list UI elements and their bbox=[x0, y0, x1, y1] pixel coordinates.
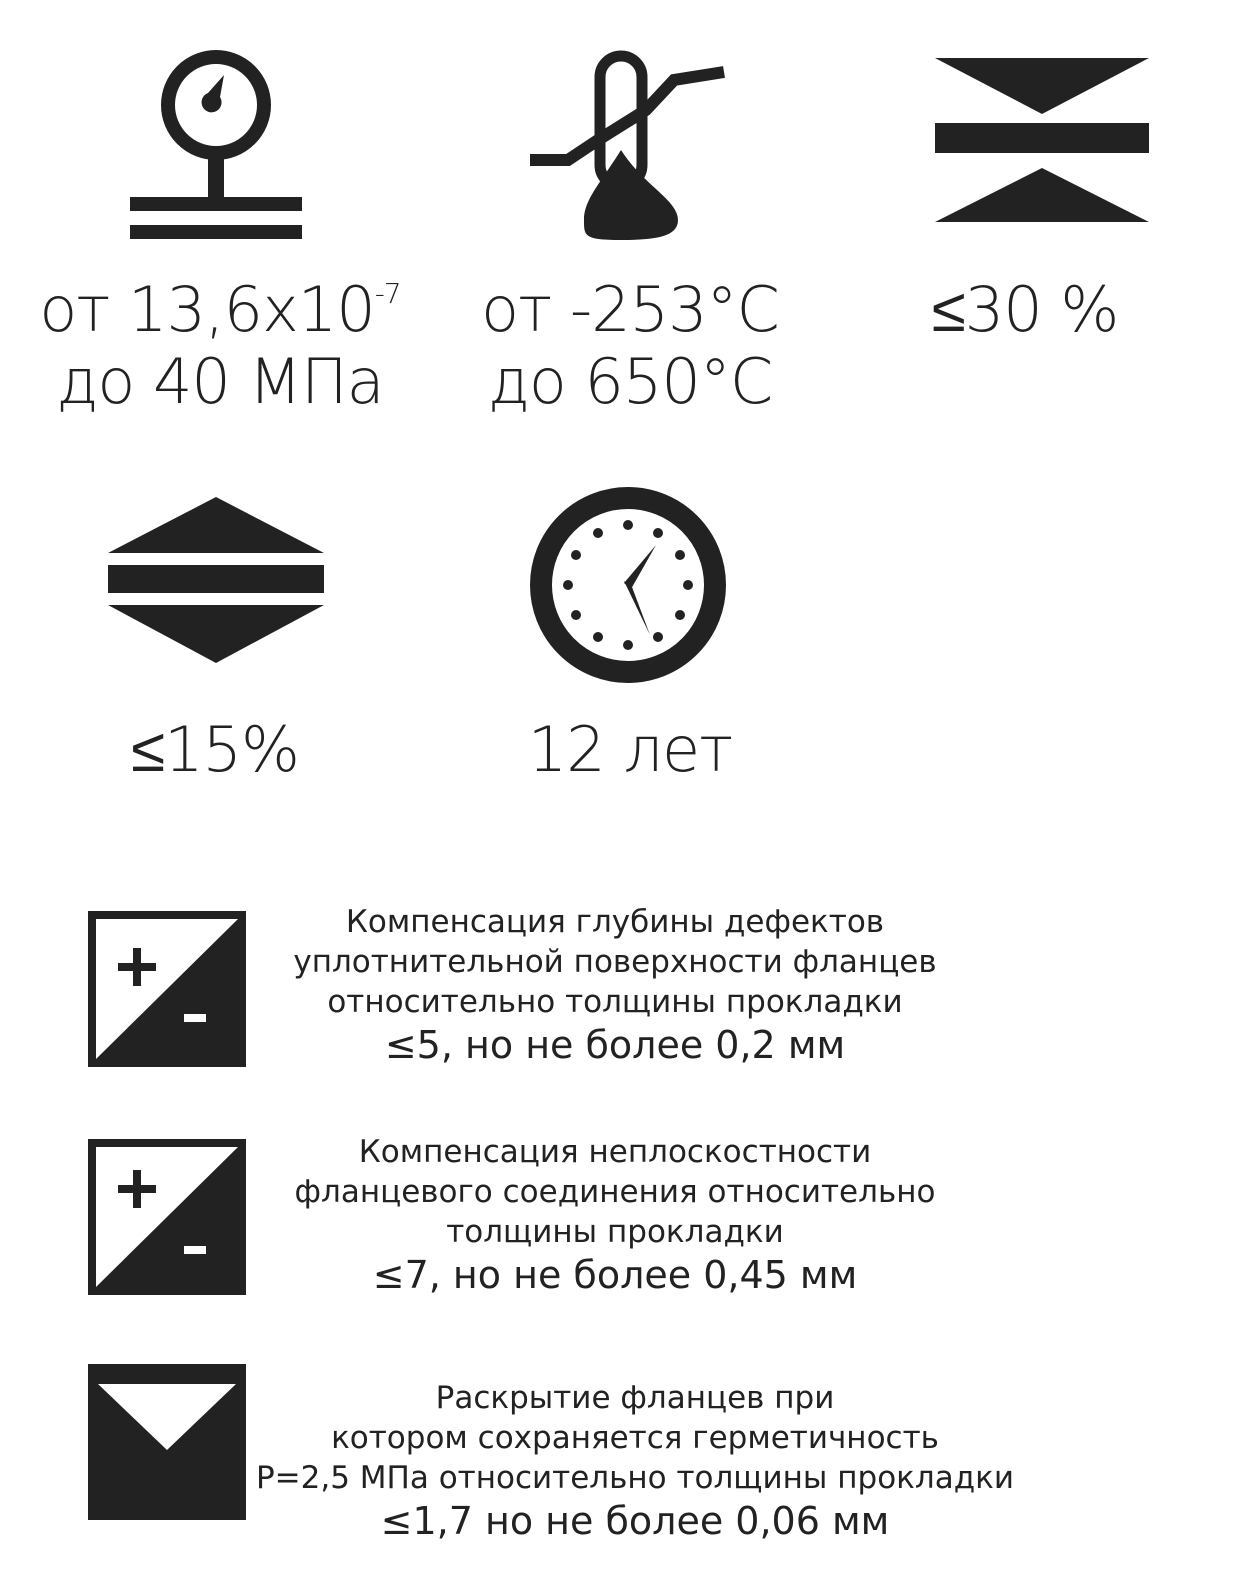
feature-flatness-compensation bbox=[260, 1132, 970, 1298]
feature-defect-compensation bbox=[260, 902, 970, 1068]
feature-line: Р=2,5 МПа относительно толщины прокладки bbox=[255, 1460, 1015, 1496]
feature-limit: ≤7, но не более 0,45 мм bbox=[372, 1253, 858, 1297]
compression-icon bbox=[935, 58, 1149, 224]
feature-line: уплотнительной поверхности фланцев bbox=[293, 944, 937, 980]
feature-line: Компенсация неплоскостности bbox=[358, 1134, 872, 1170]
feature-limit: ≤1,7 но не более 0,06 мм bbox=[380, 1499, 890, 1543]
temperature-spec bbox=[450, 274, 810, 418]
pressure-gauge-icon bbox=[128, 45, 304, 245]
pressure-range-from: от $13,6х10^{-7}$ bbox=[39, 273, 401, 346]
service-life-value: 12 лет bbox=[527, 713, 733, 786]
pressure-spec bbox=[30, 274, 410, 418]
feature-line: котором сохраняется герметичность bbox=[331, 1420, 939, 1456]
feature-limit: ≤5, но не более 0,2 мм bbox=[384, 1023, 846, 1067]
triangle-square-icon bbox=[88, 1364, 246, 1520]
feature-line: Компенсация глубины дефектов bbox=[345, 904, 885, 940]
recovery-icon bbox=[108, 497, 324, 665]
recovery-value: ≤15% bbox=[131, 713, 299, 786]
thermometer-icon bbox=[528, 50, 728, 240]
feature-line: Раскрытие фланцев при bbox=[435, 1380, 835, 1416]
plus-minus-square-icon bbox=[88, 911, 246, 1067]
temperature-range-from: от -253°C bbox=[481, 273, 779, 346]
recovery-spec bbox=[90, 714, 340, 786]
compression-spec bbox=[900, 274, 1150, 346]
feature-line: относительно толщины прокладки bbox=[327, 984, 903, 1020]
feature-flange-opening bbox=[255, 1378, 1015, 1544]
compression-value: ≤30 % bbox=[931, 273, 1119, 346]
feature-line: толщины прокладки bbox=[446, 1214, 784, 1250]
temperature-range-to: до 650°C bbox=[487, 345, 773, 418]
feature-line: фланцевого соединения относительно bbox=[294, 1174, 936, 1210]
clock-icon bbox=[528, 485, 728, 685]
service-life-spec bbox=[500, 714, 760, 786]
pressure-range-to: до 40 МПа bbox=[56, 345, 384, 418]
plus-minus-square-icon bbox=[88, 1139, 246, 1295]
pressure-exponent: -7 bbox=[374, 277, 401, 310]
